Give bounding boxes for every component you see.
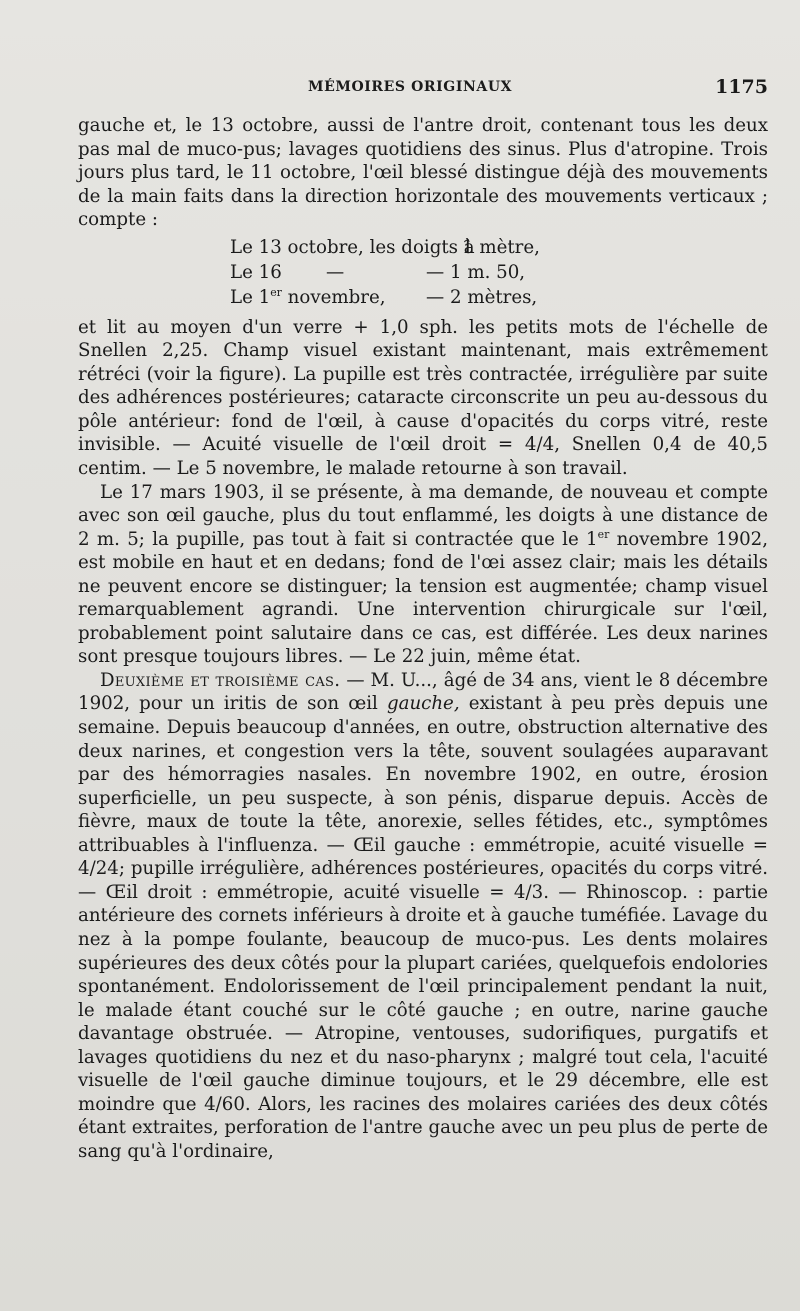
emphasis: gauche, [386, 693, 460, 715]
page-number: 1175 [715, 76, 768, 98]
paragraph-text: existant à peu près depuis une semaine. Depuis beaucoup d'années, en outre, obstruction alternative des deux narines, et congestion vers la tête, souvent soulagées auparavant par des hémorragies nasales. En novembre 1902, en outre, érosion superficielle, un peu suspecte, à son pénis, disparue depuis. Accès de fièvre, maux de toute la tête, anorexie, selles fétides, etc., symptômes attribuables à l'influenza. — Œil gauche : emmétropie, acuité visuelle = 4/24; pupille irrégulière, adhérences postérieures, opacités du corps vitré. — Œil droit : emmétropie, acuité visuelle = 4/3. — Rhinoscop. : partie antérieure des cornets inférieurs à droite et à gauche tuméfiée. Lavage du nez à la pompe foulante, beaucoup de muco-pus. Les dents molaires supérieures des deux côtés pour la plupart cariées, quelquefois endolories spontanément. Endolorissement de l'œil principalement pendant la nuit, le malade étant couché sur le côté gauche ; en outre, narine gauche davantage obstruée. — Atropine, ventouses, sudorifiques, purgatifs et lavages quotidiens du nez et du naso-pharynx ; malgré tout cela, l'acuité visuelle de l'œil gauche diminue toujours, et le 29 décembre, elle est moindre que 4/60. Alors, les racines des molaires cariées des deux côtés étant extraites, perforation de l'antre gauche avec un peu plus de perte de sang qu'à l'ordinaire, [78, 693, 769, 1162]
measurement-date: Le 13 octobre, les doigts à [230, 236, 475, 258]
paragraph-text: Le 17 mars 1903, il se présente, à ma demande, de nouveau et compte avec son œil gauche, plus du tout enflammé, les doigts à une distance de 2 m. 5; la pupille, pas tout à fait si contractée que le 1 [78, 481, 768, 550]
paragraph: et lit au moyen d'un verre + 1,0 sph. les petits mots de l'échelle de Snellen 2,25. Champ visuel existant maintenant, mais extrêmement rétréci (voir la figure). La pupille est très contractée, irrégulière par suite des adhérences postérieures; cataracte circonscrite un peu au-dessous du pôle antérieur: fond de l'œil, à cause d'opacités du corps vitré, reste invisible. — Acuité visuelle de l'œil droit = 4/4, Snellen 0,4 de 40,5 centim. — Le 5 novembre, le malade retourne à son travail. [78, 316, 768, 480]
measurement-ditto: — [326, 261, 345, 283]
measurement-date: Le 16 [230, 261, 282, 283]
paragraph [78, 669, 768, 1163]
measurement-date [230, 285, 426, 310]
superscript: er [597, 527, 610, 541]
measurement-row [230, 235, 768, 260]
running-head: MÉMOIRES ORIGINAUX [308, 79, 513, 95]
measurements-table [230, 235, 768, 310]
paragraph: gauche et, le 13 octobre, aussi de l'antre droit, contenant tous les deux pas mal de muco-pus; lavages quotidiens des sinus. Plus d'atropine. Trois jours plus tard, le 11 octobre, l'œil blessé distingue déjà des mouvements de la main faits dans la direction horizontale des mouvements verticaux ; compte : [78, 115, 768, 231]
measurement-value: 1 mètre, [462, 236, 540, 258]
body-text [78, 114, 768, 1163]
measurement-date-rest: novembre, [281, 286, 386, 308]
measurement-row [230, 260, 768, 285]
page-header [78, 77, 768, 99]
paragraph [78, 481, 768, 669]
paragraph-text: novembre 1902, est mobile en haut et en dedans; fond de l'œi assez clair; mais les détails ne peuvent encore se distinguer; la tension est augmentée; champ visuel remarquablement agrandi. Une intervention chirurgicale sur l'œil, probablement point salutaire dans ce cas, est différée. Les deux narines sont presque toujours libres. — Le 22 juin, même état. [78, 528, 768, 668]
superscript: er [270, 285, 282, 299]
measurement-row [230, 285, 768, 310]
paragraph-text: — M. U..., âgé de 34 ans, vient le 8 décembre 1902, pour un iritis de son œil [78, 669, 768, 715]
measurement-date-text: Le 1 [230, 286, 271, 308]
measurement-value: — 2 mètres, [426, 286, 538, 308]
case-heading: Deuxième et troisième cas. [100, 669, 341, 691]
measurement-value: — 1 m. 50, [426, 261, 526, 283]
